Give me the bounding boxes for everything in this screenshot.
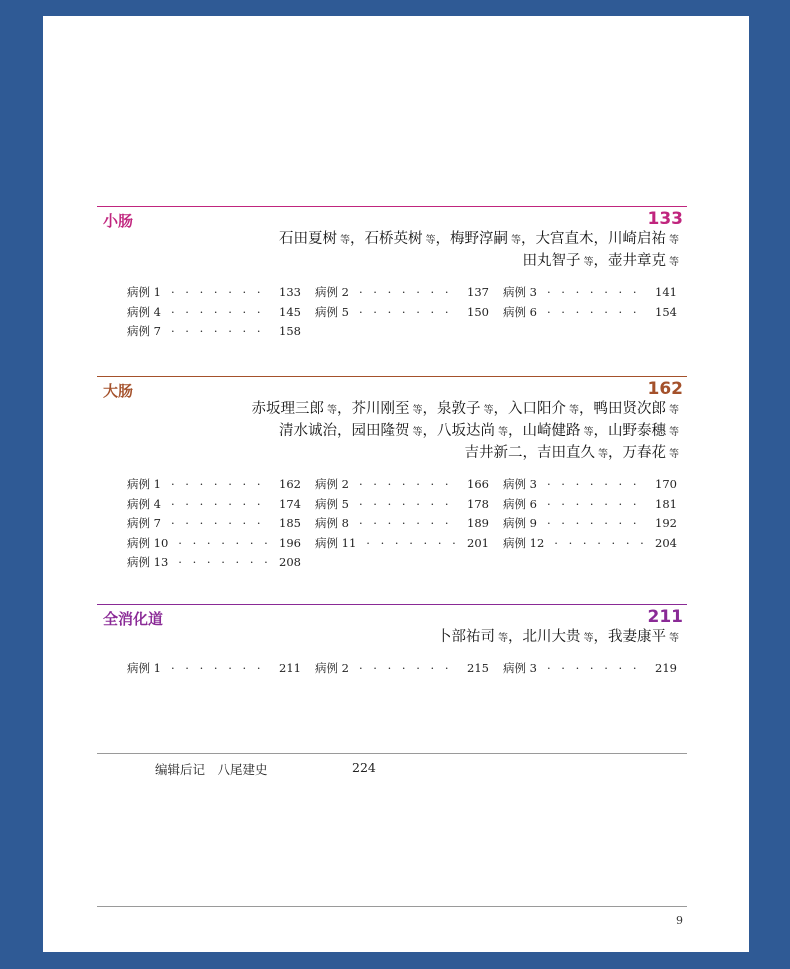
case-entry xyxy=(127,495,315,515)
author-suffix: 等 xyxy=(412,427,423,438)
case-page-number: 170 xyxy=(655,477,677,491)
author-suffix: 等 xyxy=(327,405,337,416)
section-small-intestine xyxy=(97,206,687,342)
case-page-number: 201 xyxy=(467,535,489,550)
author-name: ，大宫直木，川崎启祐 xyxy=(521,231,666,247)
leader-dots: · · · · · · · xyxy=(546,516,641,530)
case-entry xyxy=(503,514,691,534)
section-title: 大肠 xyxy=(103,382,134,400)
leader-dots: · · · · · · · xyxy=(546,304,641,319)
author-name: ，壶井章克 xyxy=(593,253,666,269)
author-suffix: 等 xyxy=(583,257,594,268)
author-name: 吉井新二，吉田直久 xyxy=(464,445,595,461)
author-name: 卜部祐司 xyxy=(437,629,495,645)
author-name: ，芥川刚至 xyxy=(337,401,410,417)
case-entry xyxy=(127,322,315,342)
case-entry xyxy=(127,553,315,573)
case-entry xyxy=(127,475,315,495)
case-page-number: 204 xyxy=(655,535,677,550)
author-name: ，鸭田贤次郎 xyxy=(579,401,666,417)
case-entry xyxy=(503,475,691,495)
leader-dots: · · · · · · · xyxy=(170,661,265,675)
leader-dots: · · · · · · · xyxy=(358,304,453,319)
case-entry xyxy=(503,495,691,515)
case-label: 病例 12 xyxy=(503,535,545,550)
editorial-page-number: 224 xyxy=(352,760,376,775)
author-name: ，梅野淳嗣 xyxy=(435,231,508,247)
section-header xyxy=(97,604,687,627)
case-entry xyxy=(315,475,503,495)
case-label: 病例 10 xyxy=(127,535,169,550)
case-page-number: 215 xyxy=(467,661,489,675)
case-page-number: 150 xyxy=(467,304,489,319)
case-label: 病例 4 xyxy=(127,304,161,319)
leader-dots: · · · · · · · xyxy=(358,661,453,675)
author-suffix: 等 xyxy=(583,427,594,438)
author-list xyxy=(97,229,687,273)
author-suffix: 等 xyxy=(669,449,679,460)
section-header xyxy=(97,376,687,399)
leader-dots: · · · · · · · xyxy=(178,555,272,569)
author-suffix: 等 xyxy=(511,235,521,246)
case-label: 病例 5 xyxy=(315,496,349,511)
author-suffix: 等 xyxy=(669,257,679,268)
leader-dots: · · · · · · · xyxy=(170,516,265,530)
author-suffix: 等 xyxy=(569,405,579,416)
section-page-number: 211 xyxy=(647,607,683,627)
case-entry xyxy=(315,534,503,554)
author-suffix: 等 xyxy=(669,427,679,438)
case-label: 病例 3 xyxy=(503,477,537,491)
author-line xyxy=(97,421,679,443)
case-page-number: 141 xyxy=(655,285,677,299)
case-list xyxy=(127,283,687,342)
case-label: 病例 2 xyxy=(315,477,349,491)
author-suffix: 等 xyxy=(669,235,679,246)
author-name: 赤坂理三郎 xyxy=(251,401,324,417)
case-page-number: 208 xyxy=(279,555,301,569)
section-title: 全消化道 xyxy=(103,610,164,628)
case-page-number: 166 xyxy=(467,477,489,491)
case-label: 病例 8 xyxy=(315,516,349,530)
leader-dots: · · · · · · · xyxy=(554,535,648,550)
author-suffix: 等 xyxy=(340,235,350,246)
case-page-number: 189 xyxy=(467,516,489,530)
leader-dots: · · · · · · · xyxy=(170,324,265,338)
author-name: ，万春花 xyxy=(608,445,666,461)
leader-dots: · · · · · · · xyxy=(358,516,453,530)
page-folio: 9 xyxy=(676,914,683,927)
case-page-number: 192 xyxy=(655,516,677,530)
author-suffix: 等 xyxy=(598,449,608,460)
footer-divider xyxy=(97,906,687,907)
case-entry xyxy=(315,514,503,534)
author-name: 田丸智子 xyxy=(522,253,581,269)
author-line xyxy=(97,627,679,649)
author-suffix: 等 xyxy=(669,633,679,644)
case-entry xyxy=(127,303,315,323)
case-label: 病例 7 xyxy=(127,324,161,338)
case-label: 病例 7 xyxy=(127,516,161,530)
case-page-number: 196 xyxy=(279,535,301,550)
leader-dots: · · · · · · · xyxy=(546,496,641,511)
author-name: ，北川大贵 xyxy=(508,629,581,645)
author-name: ，八坂达尚 xyxy=(422,423,495,439)
editorial-postscript xyxy=(97,753,687,778)
author-name: ，泉敦子 xyxy=(422,401,481,417)
author-list xyxy=(97,627,687,649)
case-page-number: 137 xyxy=(467,285,489,299)
case-page-number: 154 xyxy=(655,304,677,319)
author-line xyxy=(97,251,679,273)
section-title: 小肠 xyxy=(103,212,134,230)
case-label: 病例 1 xyxy=(127,477,161,491)
section-page-number: 133 xyxy=(647,209,683,229)
case-list xyxy=(127,475,687,573)
author-list xyxy=(97,399,687,465)
author-line xyxy=(97,229,679,251)
case-page-number: 145 xyxy=(279,304,301,319)
author-suffix: 等 xyxy=(583,633,594,644)
case-entry xyxy=(127,283,315,303)
leader-dots: · · · · · · · xyxy=(546,477,641,491)
author-name: 石田夏树 xyxy=(279,231,337,247)
page xyxy=(43,16,749,952)
section-page-number: 162 xyxy=(647,379,683,399)
case-page-number: 211 xyxy=(279,661,301,675)
case-entry xyxy=(503,659,691,679)
case-page-number: 181 xyxy=(655,496,677,511)
case-label: 病例 3 xyxy=(503,285,537,299)
leader-dots: · · · · · · · xyxy=(546,285,641,299)
leader-dots: · · · · · · · xyxy=(170,285,265,299)
case-entry xyxy=(315,283,503,303)
author-name: 清水诚治，园田隆贺 xyxy=(279,423,410,439)
author-suffix: 等 xyxy=(669,405,679,416)
case-page-number: 162 xyxy=(279,477,301,491)
author-suffix: 等 xyxy=(498,427,508,438)
author-name: ，山崎健路 xyxy=(508,423,581,439)
case-label: 病例 11 xyxy=(315,535,357,550)
case-entry xyxy=(127,534,315,554)
case-entry xyxy=(315,495,503,515)
leader-dots: · · · · · · · xyxy=(546,661,641,675)
author-name: ，我妻康平 xyxy=(593,629,666,645)
case-entry xyxy=(503,534,691,554)
author-name: ，入口阳介 xyxy=(493,401,566,417)
case-entry xyxy=(503,303,691,323)
case-entry xyxy=(127,514,315,534)
case-page-number: 174 xyxy=(279,496,301,511)
case-entry xyxy=(127,659,315,679)
case-page-number: 219 xyxy=(655,661,677,675)
case-label: 病例 4 xyxy=(127,496,161,511)
author-line xyxy=(97,399,679,421)
case-entry xyxy=(503,283,691,303)
leader-dots: · · · · · · · xyxy=(170,477,265,491)
author-name: ，山野泰穗 xyxy=(593,423,666,439)
case-page-number: 178 xyxy=(467,496,489,511)
author-suffix: 等 xyxy=(425,235,436,246)
case-label: 病例 1 xyxy=(127,661,161,675)
case-page-number: 158 xyxy=(279,324,301,338)
author-suffix: 等 xyxy=(498,633,508,644)
case-label: 病例 2 xyxy=(315,661,349,675)
leader-dots: · · · · · · · xyxy=(170,304,265,319)
leader-dots: · · · · · · · xyxy=(178,535,272,550)
case-list xyxy=(127,659,687,679)
case-entry xyxy=(315,303,503,323)
leader-dots: · · · · · · · xyxy=(358,496,453,511)
editorial-label: 编辑后记 八尾建史 xyxy=(155,762,268,777)
leader-dots: · · · · · · · xyxy=(170,496,265,511)
section-large-intestine xyxy=(97,376,687,573)
case-label: 病例 5 xyxy=(315,304,349,319)
author-suffix: 等 xyxy=(483,405,494,416)
leader-dots: · · · · · · · xyxy=(358,285,453,299)
case-label: 病例 6 xyxy=(503,304,537,319)
case-label: 病例 9 xyxy=(503,516,537,530)
case-label: 病例 1 xyxy=(127,285,161,299)
section-whole-digestive-tract xyxy=(97,604,687,679)
case-entry xyxy=(315,659,503,679)
section-header xyxy=(97,206,687,229)
author-name: ，石桥英树 xyxy=(350,231,423,247)
author-line xyxy=(97,443,679,465)
case-label: 病例 3 xyxy=(503,661,537,675)
author-suffix: 等 xyxy=(412,405,423,416)
leader-dots: · · · · · · · xyxy=(366,535,460,550)
case-page-number: 133 xyxy=(279,285,301,299)
case-label: 病例 6 xyxy=(503,496,537,511)
leader-dots: · · · · · · · xyxy=(358,477,453,491)
case-label: 病例 2 xyxy=(315,285,349,299)
case-page-number: 185 xyxy=(279,516,301,530)
case-label: 病例 13 xyxy=(127,555,169,569)
